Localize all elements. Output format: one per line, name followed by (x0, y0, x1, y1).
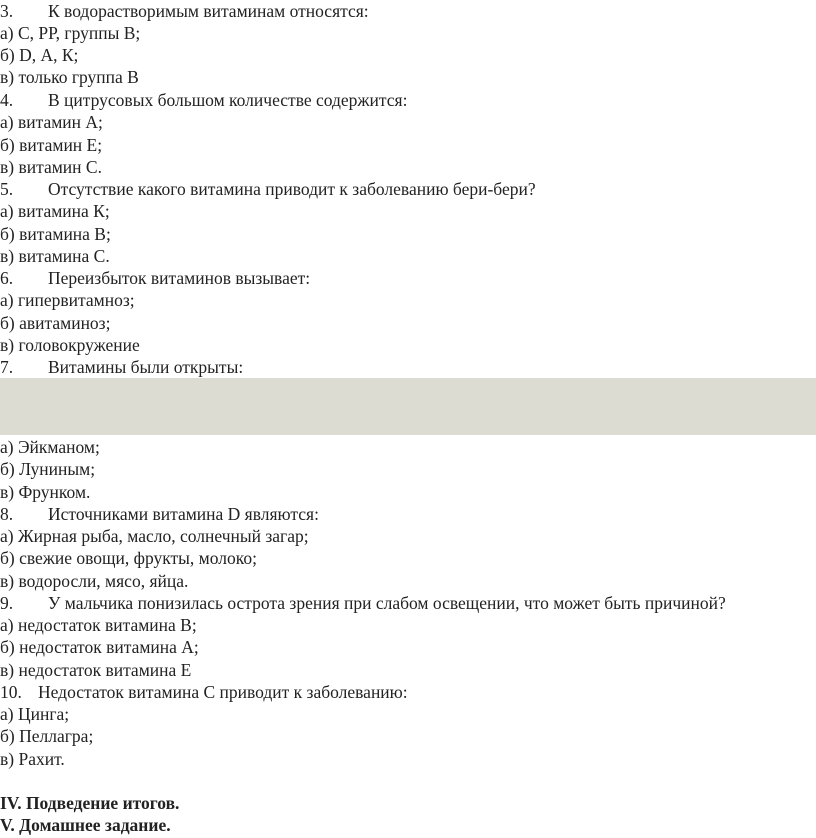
question-number: 5. (0, 179, 14, 199)
page-break-band (0, 378, 816, 435)
question-number: 8. (0, 504, 14, 524)
answer-option: в) головокружение (0, 335, 140, 355)
answer-option: а) Жирная рыба, масло, солнечный загар; (0, 526, 309, 546)
answer-option: а) Цинга; (0, 704, 70, 724)
answer-option: а) недостаток витамина В; (0, 615, 197, 635)
answer-option: в) водоросли, мясо, яйца. (0, 571, 189, 591)
answer-option: в) Фрунком. (0, 482, 91, 502)
section-heading-summary: IV. Подведение итогов. (0, 793, 180, 813)
answer-option: в) недостаток витамина Е (0, 660, 192, 680)
answer-option: в) Рахит. (0, 749, 65, 769)
question-number: 3. (0, 1, 14, 21)
question-text: В цитрусовых большом количестве содержится: (48, 90, 408, 110)
question-text: К водорастворимым витаминам относятся: (48, 1, 369, 21)
question-number: 7. (0, 357, 14, 377)
answer-option: в) витамин С. (0, 157, 102, 177)
question-text: У мальчика понизилась острота зрения при слабом освещении, что может быть причиной? (48, 593, 726, 613)
answer-option: б) витамин Е; (0, 135, 103, 155)
question-number: 9. (0, 593, 14, 613)
answer-option: в) витамина С. (0, 246, 110, 266)
question-text: Отсутствие какого витамина приводит к заболеванию бери-бери? (48, 179, 536, 199)
answer-option: а) витамин А; (0, 112, 103, 132)
question-number: 4. (0, 90, 14, 110)
section-heading-homework: V. Домашнее задание. (0, 815, 171, 835)
question-text: Источниками витамина D являются: (48, 504, 319, 524)
answer-option: б) недостаток витамина А; (0, 637, 199, 657)
answer-option: а) витамина К; (0, 201, 110, 221)
question-text: Недостаток витамина С приводит к заболеванию: (38, 682, 408, 702)
answer-option: б) Луниным; (0, 459, 96, 479)
answer-option: б) витамина В; (0, 224, 111, 244)
answer-option: в) только группа В (0, 67, 139, 87)
answer-option: а) С, РР, группы В; (0, 23, 141, 43)
answer-option: а) гипервитамноз; (0, 290, 135, 310)
question-number: 10. (0, 682, 22, 702)
answer-option: б) Пеллагра; (0, 726, 94, 746)
answer-option: б) D, А, К; (0, 45, 79, 65)
question-number: 6. (0, 268, 14, 288)
answer-option: б) авитаминоз; (0, 313, 111, 333)
question-text: Переизбыток витаминов вызывает: (48, 268, 311, 288)
answer-option: а) Эйкманом; (0, 437, 100, 457)
question-text: Витамины были открыты: (48, 357, 244, 377)
answer-option: б) свежие овощи, фрукты, молоко; (0, 548, 257, 568)
